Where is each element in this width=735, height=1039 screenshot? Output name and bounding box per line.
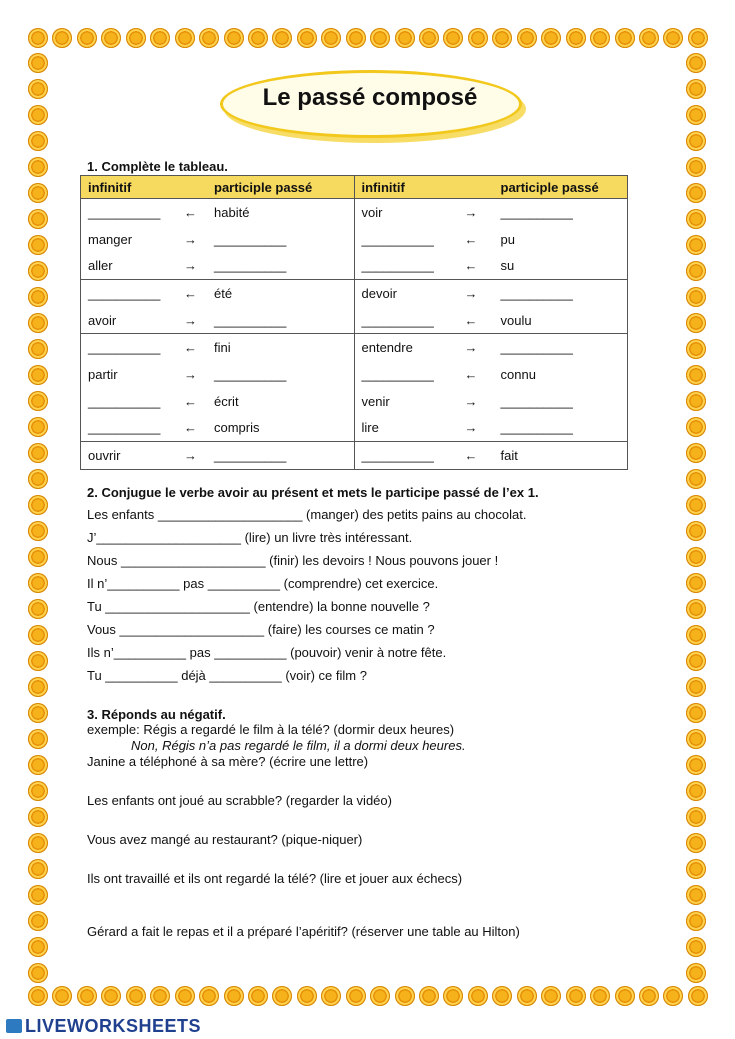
verb-row	[81, 361, 354, 388]
sunflower-icon	[395, 986, 415, 1006]
arrow-left-icon: ←	[184, 420, 197, 436]
exercise-3-question: Gérard a fait le repas et il a préparé l’apéritif? (réserver une table au Hilton)	[87, 924, 520, 939]
sunflower-icon	[590, 986, 610, 1006]
verb-group-row	[81, 280, 628, 334]
exercise-2-sentence: Ils n’__________ pas __________ (pouvoir) venir à notre fête.	[87, 645, 447, 660]
exercise-3-heading: 3. Réponds au négatif.	[87, 707, 226, 722]
sunflower-icon	[126, 986, 146, 1006]
sunflower-icon	[663, 28, 683, 48]
arrow-left-icon: ←	[464, 312, 478, 328]
sunflower-icon	[686, 443, 706, 463]
sunflower-icon	[224, 986, 244, 1006]
sunflower-icon	[248, 986, 268, 1006]
verb-group-row	[81, 199, 628, 280]
sunflower-icon	[150, 986, 170, 1006]
sunflower-icon	[28, 986, 48, 1006]
arrow-right-icon: →	[464, 420, 478, 436]
sunflower-icon	[28, 105, 48, 125]
sunflower-icon	[28, 28, 48, 48]
sunflower-icon	[688, 28, 708, 48]
sunflower-icon	[419, 28, 439, 48]
sunflower-icon	[28, 261, 48, 281]
infinitive-cell: __________	[361, 448, 434, 464]
infinitive-cell: venir	[361, 393, 390, 409]
sunflower-icon	[28, 79, 48, 99]
exercise-2-sentence: Il n’__________ pas __________ (comprendre) cet exercice.	[87, 576, 439, 591]
sunflower-icon	[28, 729, 48, 749]
page-title: Le passé composé	[262, 84, 478, 111]
participle-cell: fini	[214, 340, 231, 356]
exercise-3-question: Vous avez mangé au restaurant? (pique-niquer)	[87, 832, 363, 847]
sunflower-icon	[686, 651, 706, 671]
sunflower-icon	[28, 391, 48, 411]
verb-group-left	[81, 199, 355, 280]
sunflower-icon	[686, 703, 706, 723]
sunflower-icon	[468, 28, 488, 48]
exercise-3-question: Les enfants ont joué au scrabble? (regarder la vidéo)	[87, 793, 392, 808]
participle-cell: __________	[500, 420, 573, 436]
sunflower-icon	[686, 261, 706, 281]
sunflower-icon	[686, 495, 706, 515]
sunflower-icon	[686, 807, 706, 827]
sunflower-icon	[686, 79, 706, 99]
sunflower-icon	[28, 495, 48, 515]
infinitive-cell: __________	[88, 340, 161, 356]
sunflower-icon	[28, 573, 48, 593]
participle-cell: été	[214, 285, 233, 301]
sunflower-icon	[28, 781, 48, 801]
arrow-left-icon: ←	[464, 258, 478, 274]
participle-cell: __________	[500, 393, 573, 409]
verb-row	[355, 388, 628, 415]
verb-row	[355, 226, 628, 253]
sunflower-icon	[28, 885, 48, 905]
infinitive-cell: __________	[361, 312, 434, 328]
arrow-right-icon: →	[184, 258, 197, 274]
sunflower-icon	[686, 833, 706, 853]
sunflower-icon	[517, 986, 537, 1006]
exercise-2-sentence: Nous ____________________ (finir) les devoirs ! Nous pouvons jouer !	[87, 553, 499, 568]
arrow-left-icon: ←	[184, 393, 197, 409]
sunflower-icon	[686, 781, 706, 801]
exercise-3-question: Janine a téléphoné à sa mère? (écrire une lettre)	[87, 754, 369, 769]
infinitive-cell: lire	[361, 420, 379, 436]
sunflower-icon	[77, 986, 97, 1006]
participle-cell: fait	[500, 448, 518, 464]
sunflower-icon	[321, 986, 341, 1006]
sunflower-icon	[686, 937, 706, 957]
arrow-right-icon: →	[184, 312, 197, 328]
exercise-3-question: Ils ont travaillé et ils ont regardé la télé? (lire et jouer aux échecs)	[87, 871, 463, 886]
sunflower-border-bottom	[28, 986, 708, 1008]
infinitive-cell: partir	[88, 366, 118, 382]
arrow-right-icon: →	[184, 231, 197, 247]
verb-group-right	[354, 334, 628, 442]
sunflower-icon	[590, 28, 610, 48]
infinitive-cell: devoir	[361, 285, 397, 301]
arrow-right-icon: →	[184, 448, 197, 464]
sunflower-icon	[686, 209, 706, 229]
infinitive-cell: __________	[88, 420, 161, 436]
infinitive-cell: __________	[361, 258, 434, 274]
sunflower-icon	[297, 986, 317, 1006]
sunflower-icon	[28, 183, 48, 203]
verb-group-left	[81, 280, 355, 334]
verb-row	[355, 252, 628, 279]
participle-cell: voulu	[500, 312, 532, 328]
sunflower-icon	[468, 986, 488, 1006]
verb-row	[81, 252, 354, 279]
verb-group-left	[81, 334, 355, 442]
sunflower-icon	[686, 157, 706, 177]
sunflower-icon	[686, 287, 706, 307]
sunflower-icon	[686, 417, 706, 437]
infinitive-cell: avoir	[88, 312, 117, 328]
header-infinitif-right: infinitif	[361, 179, 405, 195]
sunflower-icon	[28, 625, 48, 645]
verb-table	[80, 175, 628, 470]
participle-cell: connu	[500, 366, 536, 382]
sunflower-icon	[492, 28, 512, 48]
sunflower-icon	[52, 28, 72, 48]
exercise-2-sentence: Les enfants ____________________ (manger) des petits pains au chocolat.	[87, 507, 527, 522]
sunflower-icon	[101, 986, 121, 1006]
sunflower-icon	[686, 313, 706, 333]
sunflower-icon	[663, 986, 683, 1006]
sunflower-icon	[686, 183, 706, 203]
participle-cell: su	[500, 258, 515, 274]
infinitive-cell: __________	[88, 204, 161, 220]
sunflower-icon	[686, 53, 706, 73]
verb-group-left	[81, 442, 355, 470]
sunflower-icon	[492, 986, 512, 1006]
sunflower-icon	[686, 469, 706, 489]
sunflower-icon	[28, 755, 48, 775]
exercise-2-heading: 2. Conjugue le verbe avoir au présent et mets le participe passé de l’ex 1.	[87, 485, 539, 500]
liveworksheets-logo	[6, 1016, 201, 1037]
verb-group-right	[354, 280, 628, 334]
sunflower-icon	[28, 209, 48, 229]
sunflower-icon	[28, 365, 48, 385]
sunflower-icon	[28, 807, 48, 827]
sunflower-icon	[28, 859, 48, 879]
infinitive-cell: __________	[361, 231, 434, 247]
sunflower-icon	[686, 677, 706, 697]
sunflower-icon	[28, 313, 48, 333]
exercise-1-heading: 1. Complète le tableau.	[87, 159, 228, 174]
sunflower-icon	[686, 339, 706, 359]
sunflower-icon	[175, 986, 195, 1006]
sunflower-icon	[28, 443, 48, 463]
footer-brand: LIVEWORKSHEETS	[25, 1016, 202, 1036]
sunflower-icon	[346, 986, 366, 1006]
verb-row	[81, 199, 354, 226]
sunflower-icon	[443, 28, 463, 48]
sunflower-icon	[517, 28, 537, 48]
verb-row	[81, 388, 354, 415]
participle-cell: __________	[214, 312, 287, 328]
sunflower-icon	[297, 28, 317, 48]
sunflower-icon	[346, 28, 366, 48]
sunflower-icon	[395, 28, 415, 48]
participle-cell: __________	[500, 204, 573, 220]
verb-row	[355, 280, 628, 307]
sunflower-icon	[28, 235, 48, 255]
sunflower-icon	[686, 755, 706, 775]
infinitive-cell: ouvrir	[88, 448, 121, 464]
sunflower-icon	[686, 911, 706, 931]
arrow-left-icon: ←	[184, 285, 197, 301]
sunflower-icon	[419, 986, 439, 1006]
verb-group-row	[81, 442, 628, 470]
sunflower-icon	[686, 547, 706, 567]
participle-cell: __________	[500, 340, 573, 356]
sunflower-icon	[28, 287, 48, 307]
infinitive-cell: __________	[361, 366, 434, 382]
sunflower-icon	[248, 28, 268, 48]
sunflower-icon	[224, 28, 244, 48]
arrow-left-icon: ←	[184, 340, 197, 356]
sunflower-icon	[566, 28, 586, 48]
sunflower-icon	[686, 625, 706, 645]
liveworksheets-icon	[6, 1019, 22, 1033]
sunflower-icon	[370, 986, 390, 1006]
sunflower-icon	[77, 28, 97, 48]
sunflower-icon	[28, 521, 48, 541]
sunflower-icon	[28, 651, 48, 671]
verb-row	[81, 442, 354, 469]
sunflower-icon	[686, 391, 706, 411]
participle-cell: __________	[214, 448, 287, 464]
sunflower-icon	[615, 28, 635, 48]
sunflower-icon	[615, 986, 635, 1006]
verb-row	[355, 442, 628, 469]
infinitive-cell: __________	[88, 393, 161, 409]
arrow-right-icon: →	[464, 393, 478, 409]
participle-cell: __________	[500, 285, 573, 301]
infinitive-cell: entendre	[361, 340, 413, 356]
participle-cell: __________	[214, 231, 287, 247]
arrow-right-icon: →	[464, 285, 478, 301]
sunflower-icon	[199, 28, 219, 48]
sunflower-icon	[443, 986, 463, 1006]
sunflower-icon	[28, 937, 48, 957]
sunflower-border-left	[28, 50, 50, 986]
sunflower-icon	[686, 963, 706, 983]
sunflower-icon	[639, 986, 659, 1006]
infinitive-cell: voir	[361, 204, 383, 220]
verb-row	[355, 334, 628, 361]
participle-cell: __________	[214, 258, 287, 274]
arrow-right-icon: →	[464, 340, 478, 356]
sunflower-icon	[28, 157, 48, 177]
verb-row	[355, 199, 628, 226]
sunflower-icon	[28, 599, 48, 619]
header-participle-right: participle passé	[500, 179, 599, 195]
verb-row	[81, 415, 354, 442]
sunflower-icon	[28, 833, 48, 853]
infinitive-cell: manger	[88, 231, 133, 247]
sunflower-icon	[688, 986, 708, 1006]
arrow-left-icon: ←	[464, 366, 478, 382]
verb-row	[355, 361, 628, 388]
sunflower-icon	[126, 28, 146, 48]
arrow-left-icon: ←	[464, 231, 478, 247]
sunflower-icon	[686, 573, 706, 593]
arrow-left-icon: ←	[464, 448, 478, 464]
participle-cell: habité	[214, 204, 250, 220]
sunflower-icon	[686, 235, 706, 255]
infinitive-cell: aller	[88, 258, 113, 274]
sunflower-icon	[686, 521, 706, 541]
sunflower-icon	[28, 703, 48, 723]
exercise-2-sentence: J’____________________ (lire) un livre très intéressant.	[87, 530, 413, 545]
verb-row	[81, 307, 354, 334]
sunflower-icon	[52, 986, 72, 1006]
sunflower-icon	[175, 28, 195, 48]
participle-cell: compris	[214, 420, 260, 436]
sunflower-icon	[28, 417, 48, 437]
verb-group-row	[81, 334, 628, 442]
verb-group-right	[354, 199, 628, 280]
sunflower-border-top	[28, 28, 708, 50]
sunflower-icon	[28, 911, 48, 931]
participle-cell: écrit	[214, 393, 239, 409]
sunflower-icon	[28, 469, 48, 489]
verb-row	[355, 307, 628, 334]
sunflower-icon	[686, 105, 706, 125]
arrow-right-icon: →	[464, 204, 478, 220]
sunflower-border-right	[686, 50, 708, 986]
exercise-2-sentence: Tu __________ déjà __________ (voir) ce film ?	[87, 668, 367, 683]
sunflower-icon	[686, 131, 706, 151]
verb-group-right	[354, 442, 628, 470]
sunflower-icon	[101, 28, 121, 48]
header-participle-left: participle passé	[214, 179, 313, 195]
sunflower-icon	[370, 28, 390, 48]
sunflower-icon	[28, 547, 48, 567]
participle-cell: __________	[214, 366, 287, 382]
sunflower-icon	[272, 28, 292, 48]
exercise-3-example: exemple: Régis a regardé le film à la télé? (dormir deux heures)	[87, 722, 455, 737]
infinitive-cell: __________	[88, 285, 161, 301]
verb-row	[81, 280, 354, 307]
sunflower-icon	[541, 28, 561, 48]
verb-table-header-left	[81, 176, 355, 199]
sunflower-icon	[686, 599, 706, 619]
sunflower-icon	[28, 339, 48, 359]
arrow-right-icon: →	[184, 366, 197, 382]
sunflower-icon	[199, 986, 219, 1006]
exercise-3-example-answer: Non, Régis n’a pas regardé le film, il a dormi deux heures.	[131, 738, 466, 753]
verb-row	[81, 226, 354, 253]
verb-table-header-right	[354, 176, 628, 199]
sunflower-icon	[639, 28, 659, 48]
sunflower-icon	[686, 885, 706, 905]
sunflower-icon	[686, 729, 706, 749]
verb-row	[355, 415, 628, 442]
sunflower-icon	[321, 28, 341, 48]
header-infinitif-left: infinitif	[88, 179, 132, 195]
sunflower-icon	[28, 963, 48, 983]
title-banner	[220, 70, 520, 138]
participle-cell: pu	[500, 231, 515, 247]
sunflower-icon	[686, 365, 706, 385]
sunflower-icon	[566, 986, 586, 1006]
sunflower-icon	[272, 986, 292, 1006]
verb-row	[81, 334, 354, 361]
exercise-2-sentence: Tu ____________________ (entendre) la bonne nouvelle ?	[87, 599, 430, 614]
arrow-left-icon: ←	[184, 204, 197, 220]
sunflower-icon	[28, 131, 48, 151]
sunflower-icon	[686, 859, 706, 879]
sunflower-icon	[28, 53, 48, 73]
sunflower-icon	[28, 677, 48, 697]
exercise-2-sentence: Vous ____________________ (faire) les courses ce matin ?	[87, 622, 435, 637]
sunflower-icon	[541, 986, 561, 1006]
sunflower-icon	[150, 28, 170, 48]
